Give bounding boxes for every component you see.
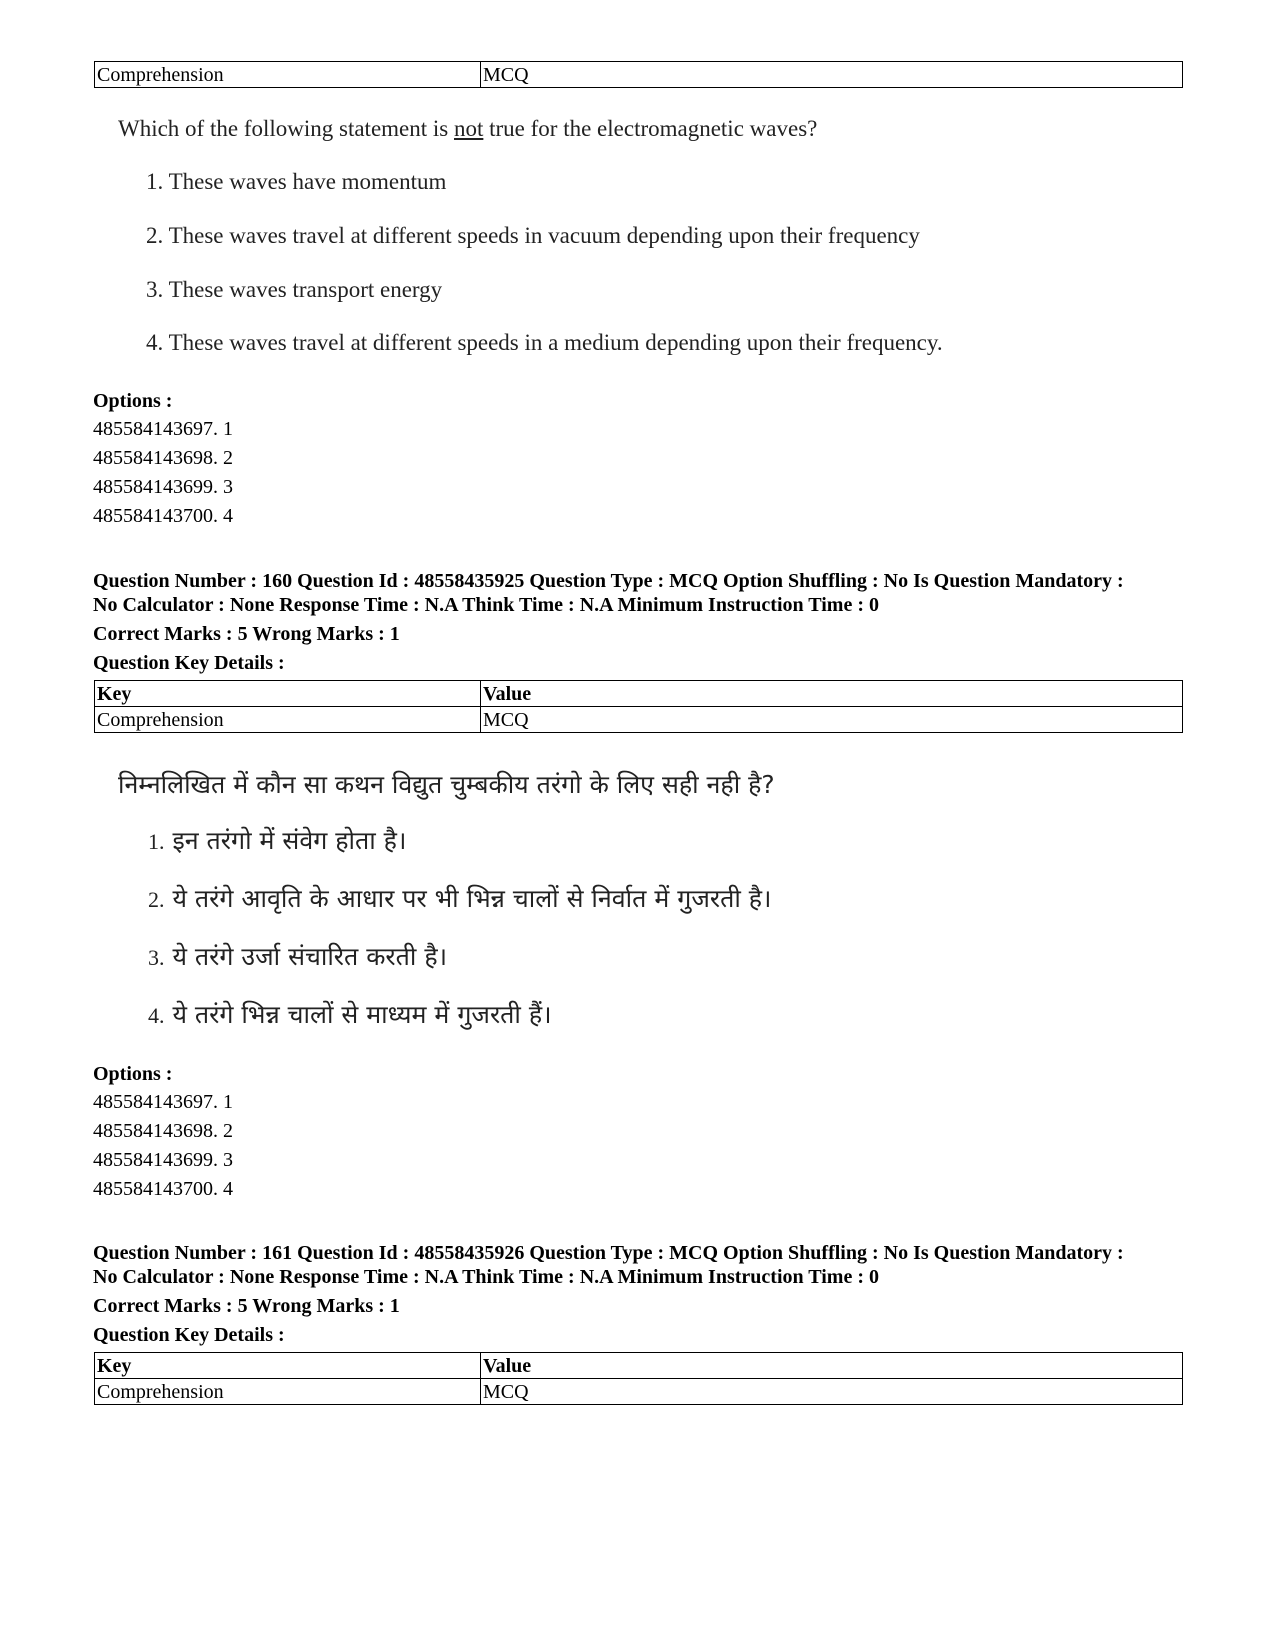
choice-text: ये तरंगे भिन्न चालों से माध्यम में गुजरती हैं। — [172, 1000, 552, 1029]
table-row — [95, 707, 1183, 733]
table-cell-key: Comprehension — [95, 707, 481, 733]
choice-item: 1. These waves have momentum — [146, 169, 447, 194]
table-row — [95, 62, 1183, 88]
option-item: 485584143699. 3 — [93, 1149, 233, 1171]
choice-item: 2. These waves travel at different speeds in vacuum depending upon their frequency — [146, 223, 920, 248]
choice-item — [148, 997, 552, 1031]
choice-item: 4. These waves travel at different speeds in a medium depending upon their frequency. — [146, 330, 943, 355]
choice-item — [148, 939, 447, 973]
table-header-row — [95, 681, 1183, 707]
choice-text: ये तरंगे आवृति के आधार पर भी भिन्न चालों से निर्वात में गुजरती है। — [172, 884, 772, 913]
option-item: 485584143700. 4 — [93, 505, 233, 527]
key-details-table — [94, 1352, 1183, 1405]
options-label: Options : — [93, 1063, 173, 1085]
question-meta-line: No Calculator : None Response Time : N.A Think Time : N.A Minimum Instruction Time : 0 — [93, 1266, 879, 1288]
stem-text: true for the electromagnetic waves? — [483, 116, 818, 141]
stem-underlined-word: not — [453, 116, 484, 141]
table-header-row — [95, 1353, 1183, 1379]
choice-number: 4. — [148, 1003, 165, 1028]
choice-number: 3. — [148, 945, 165, 970]
choice-item: 3. These waves transport energy — [146, 277, 443, 302]
choice-text: ये तरंगे उर्जा संचारित करती है। — [172, 942, 448, 971]
marks-line: Correct Marks : 5 Wrong Marks : 1 — [93, 623, 400, 645]
table-row — [95, 1379, 1183, 1405]
table-cell-key: Comprehension — [95, 1379, 481, 1405]
choice-number: 1. — [148, 829, 165, 854]
key-details-table-top — [94, 61, 1183, 88]
table-cell-value: MCQ — [481, 62, 1183, 88]
table-cell-value: MCQ — [481, 1379, 1183, 1405]
question-stem-hindi: निम्नलिखित में कौन सा कथन विद्युत चुम्बकीय तरंगो के लिए सही नही है? — [118, 770, 775, 799]
option-item: 485584143699. 3 — [93, 476, 233, 498]
table-header-value: Value — [481, 1353, 1183, 1379]
question-stem — [118, 116, 817, 142]
option-item: 485584143700. 4 — [93, 1178, 233, 1200]
marks-line: Correct Marks : 5 Wrong Marks : 1 — [93, 1295, 400, 1317]
choice-item — [148, 881, 772, 915]
table-header-key: Key — [95, 681, 481, 707]
options-label: Options : — [93, 390, 173, 412]
choice-item — [148, 823, 406, 857]
table-header-value: Value — [481, 681, 1183, 707]
option-item: 485584143697. 1 — [93, 418, 233, 440]
key-details-table — [94, 680, 1183, 733]
option-item: 485584143697. 1 — [93, 1091, 233, 1113]
option-item: 485584143698. 2 — [93, 447, 233, 469]
table-cell-value: MCQ — [481, 707, 1183, 733]
table-cell-key: Comprehension — [95, 62, 481, 88]
question-meta-line: Question Number : 160 Question Id : 48558435925 Question Type : MCQ Option Shuffling : No Is Question Mandatory : — [93, 570, 1124, 592]
table-header-key: Key — [95, 1353, 481, 1379]
key-details-label: Question Key Details : — [93, 1324, 285, 1346]
choice-number: 2. — [148, 887, 165, 912]
key-details-label: Question Key Details : — [93, 652, 285, 674]
question-meta-line: No Calculator : None Response Time : N.A Think Time : N.A Minimum Instruction Time : 0 — [93, 594, 879, 616]
stem-text: Which of the following statement is — [118, 116, 454, 141]
option-item: 485584143698. 2 — [93, 1120, 233, 1142]
question-meta-line: Question Number : 161 Question Id : 48558435926 Question Type : MCQ Option Shuffling : No Is Question Mandatory : — [93, 1242, 1124, 1264]
choice-text: इन तरंगो में संवेग होता है। — [172, 826, 407, 855]
